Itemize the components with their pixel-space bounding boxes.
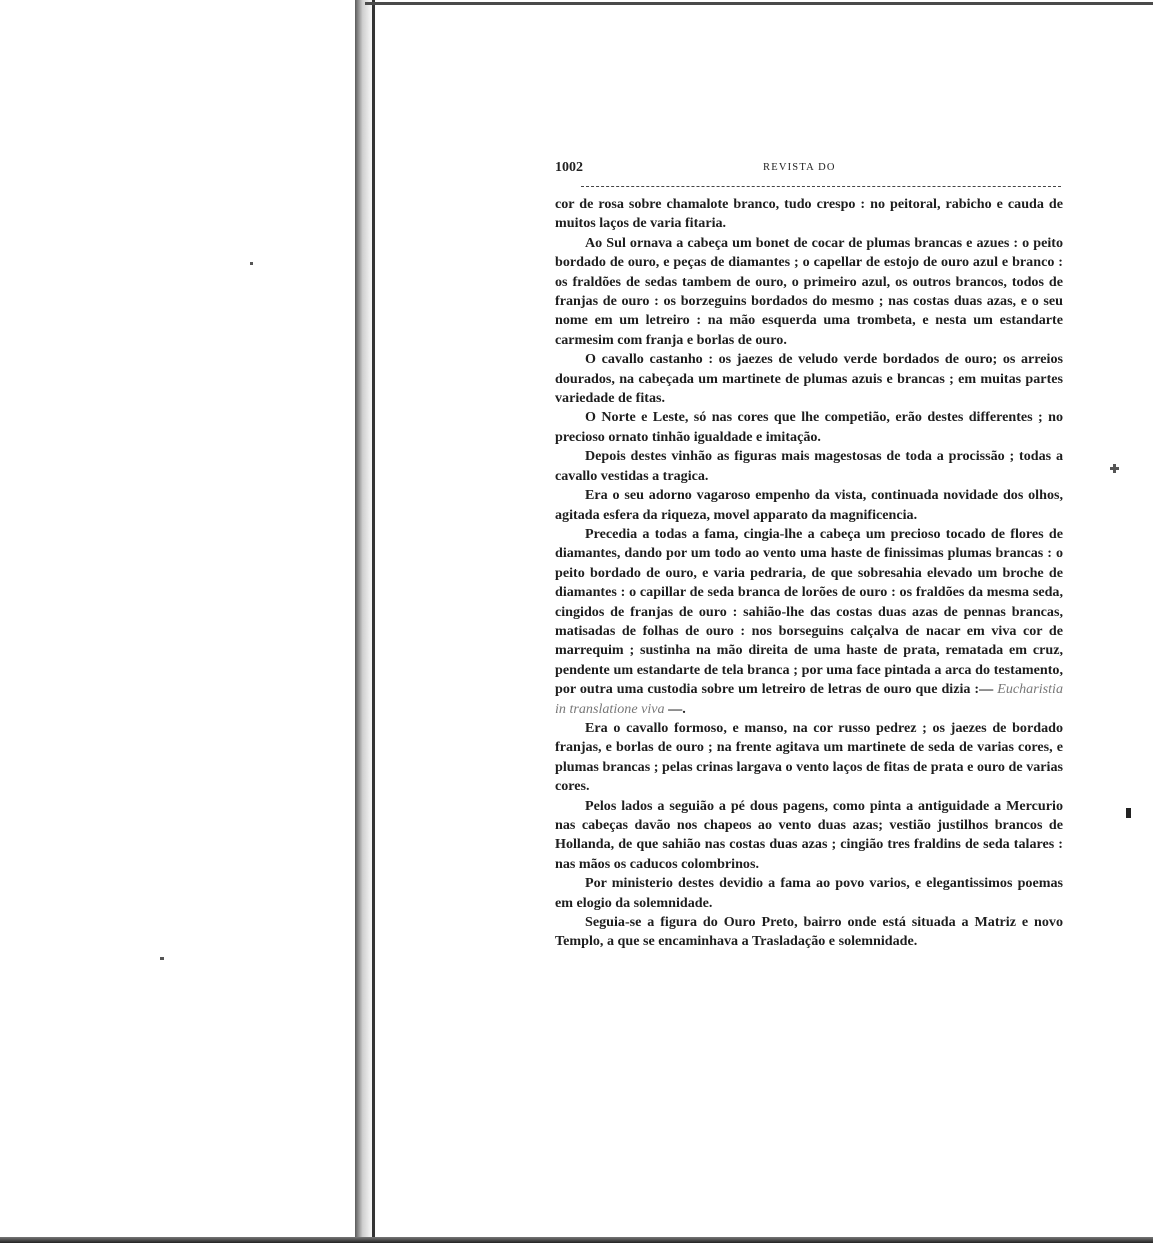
scan-bottom-edge [0,1237,1153,1243]
paragraph: cor de rosa sobre chamalote branco, tudo crespo : no peitoral, rabicho e cauda de muitos laços de varia fitaria. [555,196,1063,232]
scan-speck [250,262,253,265]
book-page [555,160,1063,952]
paragraph: Era o cavallo formoso, e manso, na cor russo pedrez ; os jaezes de bordado franjas, e borlas de ouro ; na frente agitava um martinete de seda de varias cores, e plumas brancas ; pelas crinas largava o vento laços de fitas de prata e ouro de varias cores. [555,719,1063,795]
paragraph: Por ministerio destes devidio a fama ao povo varios, e elegantissimos poemas em elogio da solemnidade. [555,875,1063,911]
paragraph-text: Precedia a todas a fama, cingia-lhe a cabeça um precioso tocado de flores de diamantes, dando por um todo ao vento uma haste de finissimas plumas brancas : o peito bordado de ouro, e varia pedraria, de que sobresahia elevado um broche de diamantes : o capillar de seda branca de lorões de ouro : os fraldões da mesma seda, cingidos de franjas de ouro : sahião-lhe das costas duas azas de pennas brancas, matisadas de folhas de ouro : nos borseguins calçalva de nacar em viva cor de marrequim ; sustinha na mão direita de uma haste de prata, rematada em cruz, pendente um estandarte de tela branca ; por uma face pintada a arca do testamento, por outra uma custodia sobre um letreiro de letras de ouro que dizia :— [555,525,1063,698]
paragraph: O Norte e Leste, só nas cores que lhe competião, erão destes differentes ; no precioso ornato tinhão igualdade e imitação. [555,409,1063,445]
page-number: 1002 [555,160,583,175]
paragraph: Seguia-se a figura do Ouro Preto, bairro onde está situada a Matriz e novo Templo, a que se encaminhava a Trasladação e solemnidade. [555,914,1063,950]
paragraph: Depois destes vinhão as figuras mais magestosas de toda a procissão ; todas a cavallo vestidas a tragica. [555,448,1063,484]
header-rule [581,186,1061,187]
journal-title: REVISTA DO [763,162,836,173]
paragraph: Ao Sul ornava a cabeça um bonet de cocar de plumas brancas e azues : o peito bordado de ouro, e peças de diamantes ; o capellar de estojo de ouro azul e branco : os fraldões de sedas tambem de ouro, o primeiro azul, os outros brancos, todos de franjas de ouro : os borzeguins bordados do mesmo ; nas costas duas azas, e o seu nome em um letreiro : na mão esquerda uma trombeta, e nesta um estandarte carmesim com franja e borlas de ouro. [555,234,1063,348]
running-head [555,160,1063,180]
paragraph: Pelos lados a seguião a pé dous pagens, como pinta a antiguidade a Mercurio nas cabeças davão nos chapeos ao vento duas azas; vestião justilhos brancos de Hollanda, de que sahião nas costas duas azas ; cingião tres fraldins de seda talares : nas mãos os caducos colombrinos. [555,797,1063,872]
paragraph: O cavallo castanho : os jaezes de veludo verde bordados de ouro; os arreios dourados, na cabeçada um martinete de plumas azuis e brancas ; em muitas partes variedade de fitas. [555,351,1063,407]
paragraph-fama [555,525,1063,719]
latin-inscription: Eucharistia in translatione viva [555,681,1063,717]
paragraph: Era o seu adorno vagaroso empenho da vista, continuada novidade dos olhos, agitada esfera da riqueza, movel apparato da magnificencia. [555,487,1063,523]
scan-top-edge [365,2,1153,5]
book-spine-edge [372,0,375,1243]
inscription-end: —. [664,700,686,717]
body-text [555,195,1063,952]
scan-speck [1113,464,1116,473]
scan-speck [160,957,164,960]
scan-speck [1126,808,1131,818]
